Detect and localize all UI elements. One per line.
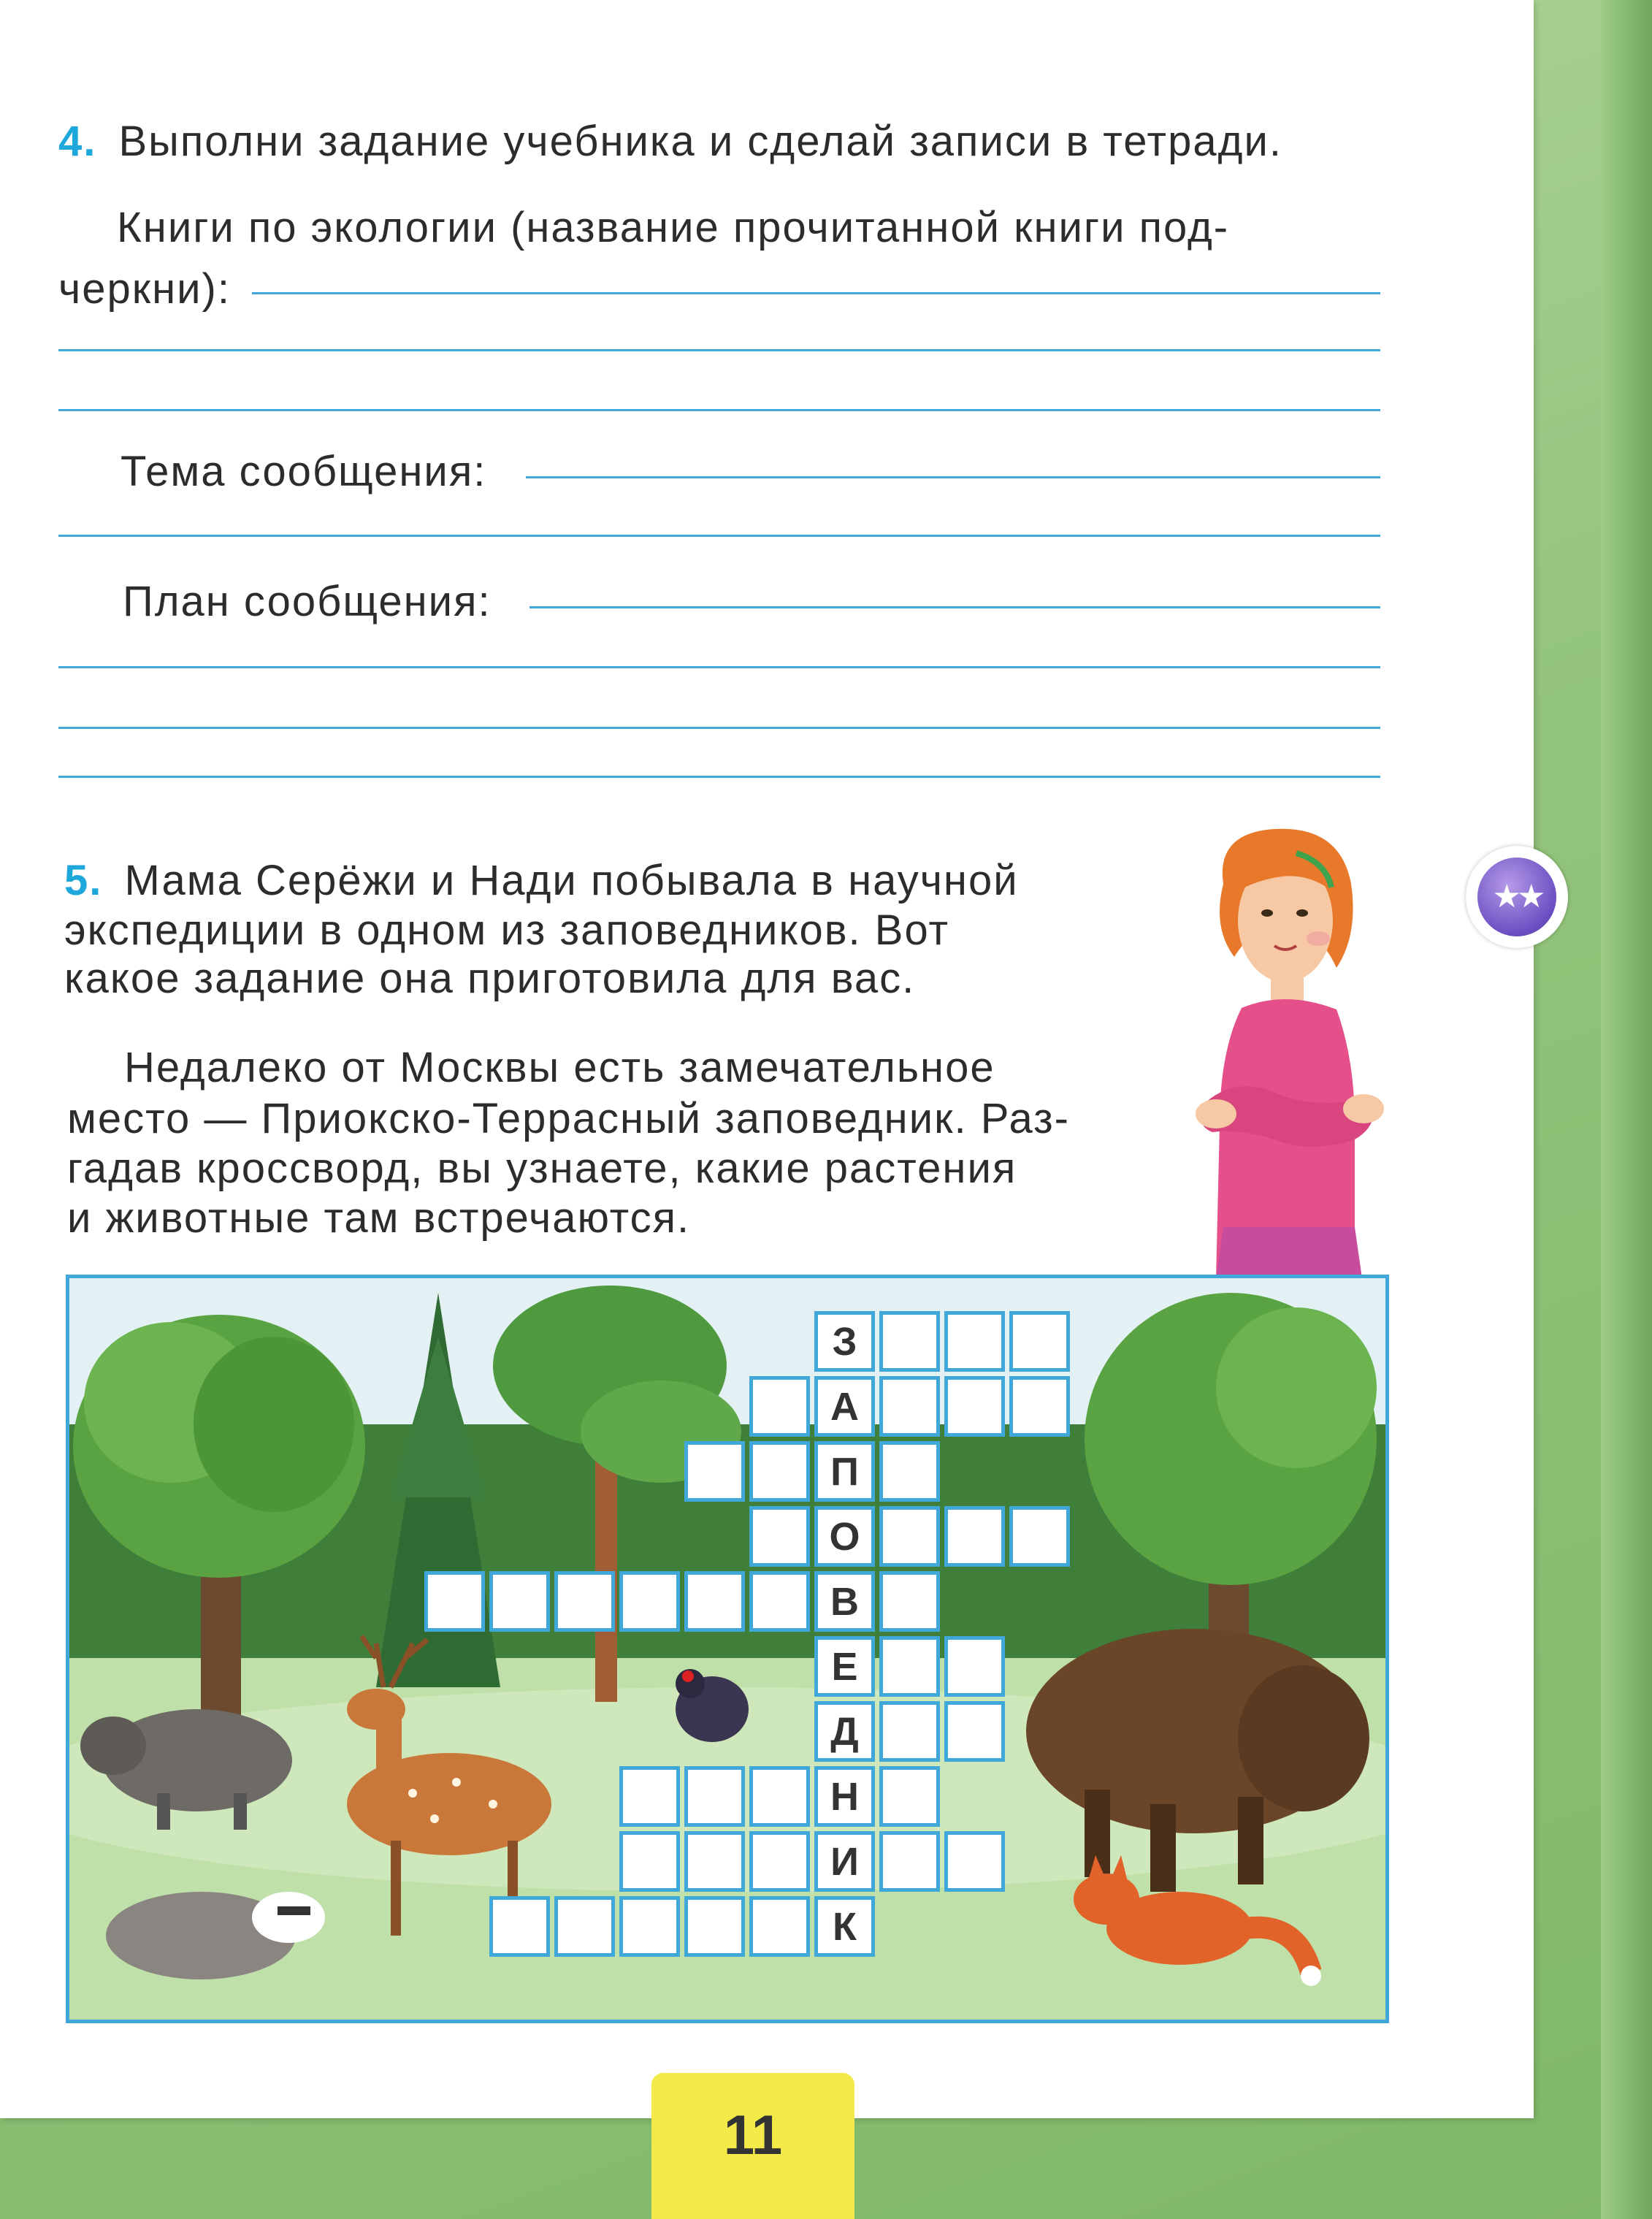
plan-answer-line[interactable] <box>58 776 1380 778</box>
crossword-cell[interactable] <box>879 1441 940 1502</box>
plan-answer-line[interactable] <box>58 727 1380 729</box>
crossword-cell[interactable] <box>944 1701 1005 1762</box>
crossword-key-cell[interactable]: Д <box>814 1701 875 1762</box>
crossword-key-cell[interactable]: В <box>814 1571 875 1632</box>
crossword-key-cell[interactable]: А <box>814 1376 875 1437</box>
topic-answer-line[interactable] <box>526 476 1380 478</box>
task5-number: 5. <box>64 857 103 904</box>
crossword-cell[interactable] <box>879 1701 940 1762</box>
crossword-key-cell[interactable]: П <box>814 1441 875 1502</box>
crossword-key-cell[interactable]: К <box>814 1896 875 1957</box>
difficulty-badge <box>1466 846 1568 948</box>
page-number: 11 <box>723 2104 783 2166</box>
crossword-cell[interactable] <box>619 1766 680 1827</box>
crossword-cell[interactable] <box>749 1896 810 1957</box>
books-answer-line[interactable] <box>58 409 1380 411</box>
crossword-cell[interactable] <box>684 1766 745 1827</box>
topic-label: Тема сообщения: <box>121 448 487 495</box>
crossword-cell[interactable] <box>879 1311 940 1372</box>
crossword-cell[interactable] <box>619 1831 680 1892</box>
crossword-cell[interactable] <box>944 1311 1005 1372</box>
task5-para-line3: гадав кроссворд, вы узнаете, какие растения <box>67 1145 1017 1192</box>
crossword-cell[interactable] <box>1009 1376 1070 1437</box>
task5-para-line2: место — Приокско-Террасный заповедник. Раз- <box>67 1095 1070 1142</box>
task4-number: 4. <box>58 118 97 165</box>
crossword-cell[interactable] <box>684 1441 745 1502</box>
reserve-scene-crossword <box>66 1275 1389 2023</box>
two-stars-icon: ★★ <box>1477 858 1556 936</box>
task4-books-line1: Книги по экологии (название прочитанной книги под- <box>117 204 1230 251</box>
task4-instruction: Выполни задание учебника и сделай записи в тетради. <box>118 118 1282 165</box>
books-answer-line[interactable] <box>58 349 1380 351</box>
task4-books-line2: черкни): <box>58 265 231 313</box>
crossword-cell[interactable] <box>554 1896 615 1957</box>
task5-para-line4: и животные там встречаются. <box>67 1194 691 1242</box>
crossword-cell[interactable] <box>749 1571 810 1632</box>
crossword-cell[interactable] <box>619 1896 680 1957</box>
task5-intro-line2: экспедиции в одном из заповедников. Вот <box>64 906 950 954</box>
crossword-cell[interactable] <box>879 1766 940 1827</box>
plan-label: План сообщения: <box>123 578 492 625</box>
crossword-key-cell[interactable]: О <box>814 1506 875 1567</box>
crossword-cell[interactable] <box>749 1766 810 1827</box>
task5-intro-row1 <box>64 856 1019 905</box>
plan-answer-line[interactable] <box>58 666 1380 668</box>
task5-para-line1: Недалеко от Москвы есть замечательное <box>124 1044 995 1091</box>
crossword-key-cell[interactable]: Н <box>814 1766 875 1827</box>
crossword-cell[interactable] <box>879 1636 940 1697</box>
crossword-cell[interactable] <box>489 1571 550 1632</box>
task5-intro-line3: какое задание она приготовила для вас. <box>64 955 916 1002</box>
book-edge <box>1601 0 1652 2219</box>
page-number-tab <box>651 2073 854 2219</box>
crossword-cell[interactable] <box>749 1376 810 1437</box>
mom-illustration <box>1172 818 1406 1278</box>
crossword-cell[interactable] <box>619 1571 680 1632</box>
crossword-cell[interactable] <box>944 1376 1005 1437</box>
crossword-cell[interactable] <box>489 1896 550 1957</box>
crossword-cell[interactable] <box>1009 1311 1070 1372</box>
crossword-cell[interactable] <box>944 1636 1005 1697</box>
crossword-cell[interactable] <box>1009 1506 1070 1567</box>
crossword-cell[interactable] <box>879 1831 940 1892</box>
crossword-cell[interactable] <box>879 1571 940 1632</box>
crossword-cell[interactable] <box>749 1506 810 1567</box>
crossword-cell[interactable] <box>879 1506 940 1567</box>
books-answer-line[interactable] <box>252 292 1380 294</box>
plan-answer-line[interactable] <box>529 606 1380 608</box>
crossword-cell[interactable] <box>749 1441 810 1502</box>
crossword-cell[interactable] <box>684 1571 745 1632</box>
crossword-cell[interactable] <box>879 1376 940 1437</box>
crossword-key-cell[interactable]: И <box>814 1831 875 1892</box>
crossword-cell[interactable] <box>749 1831 810 1892</box>
crossword-cell[interactable] <box>684 1896 745 1957</box>
crossword-cell[interactable] <box>554 1571 615 1632</box>
crossword-cell[interactable] <box>944 1831 1005 1892</box>
task4-instruction-row <box>58 117 1282 166</box>
crossword-key-cell[interactable]: З <box>814 1311 875 1372</box>
crossword-cell[interactable] <box>424 1571 485 1632</box>
crossword-cell[interactable] <box>684 1831 745 1892</box>
task5-intro-line1: Мама Серёжи и Нади побывала в научной <box>124 857 1019 904</box>
crossword-cell[interactable] <box>944 1506 1005 1567</box>
crossword-key-cell[interactable]: Е <box>814 1636 875 1697</box>
topic-answer-line[interactable] <box>58 535 1380 537</box>
